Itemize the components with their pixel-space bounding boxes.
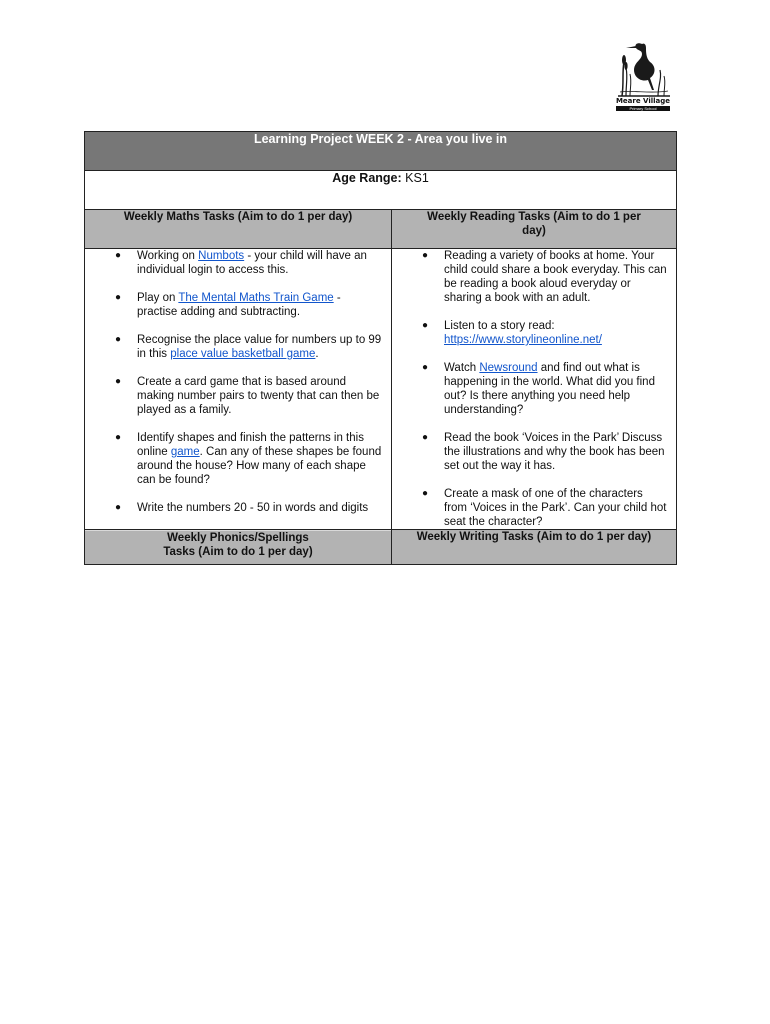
reading-heading: Weekly Reading Tasks (Aim to do 1 per day) — [392, 210, 677, 249]
task-text: and find out what is happening in the world. What did you find out? Is there anything you need help understanding? — [444, 362, 655, 416]
maths-heading: Weekly Maths Tasks (Aim to do 1 per day) — [85, 210, 392, 249]
phonics-heading-line2: Tasks (Aim to do 1 per day) — [163, 546, 313, 558]
bullet-icon: ● — [422, 488, 429, 499]
task-link[interactable]: https://www.storylineonline.net/ — [444, 334, 602, 346]
bullet-icon: ● — [422, 320, 429, 331]
task-text: - practise adding and subtracting. — [137, 292, 341, 318]
bullet-icon: ● — [422, 250, 429, 261]
task-item — [85, 375, 391, 417]
task-text: Working on — [137, 250, 199, 262]
task-link[interactable]: place value basketball game — [170, 348, 316, 360]
task-item — [392, 361, 676, 417]
bullet-icon: ● — [115, 292, 122, 303]
task-item — [392, 487, 676, 529]
bullet-icon: ● — [115, 502, 122, 513]
reading-task-list — [392, 249, 676, 529]
task-text: . — [315, 348, 319, 360]
maths-tasks-cell — [85, 249, 392, 530]
task-link[interactable]: Numbots — [198, 250, 245, 262]
bullet-icon: ● — [115, 432, 122, 443]
task-text: Create a card game that is based around making number pairs to twenty that can then be played as a family. — [137, 376, 380, 416]
task-item — [85, 501, 391, 515]
task-text: Play on — [137, 292, 179, 304]
writing-heading: Weekly Writing Tasks (Aim to do 1 per day) — [392, 530, 677, 565]
task-text: Write the numbers 20 - 50 in words and digits — [137, 502, 369, 514]
reading-tasks-cell — [392, 249, 677, 530]
learning-project-table — [84, 131, 677, 565]
task-item — [392, 249, 676, 305]
bullet-icon: ● — [115, 250, 122, 261]
bullet-icon: ● — [422, 362, 429, 373]
heron-logo-icon — [612, 38, 674, 98]
task-text: Listen to a story read: — [444, 320, 555, 332]
logo-school-subtitle: Primary School — [616, 106, 670, 111]
task-text: . Can any of these shapes be found around the house? How many of each shape can be found? — [137, 446, 382, 486]
task-link[interactable]: Newsround — [479, 362, 538, 374]
task-item — [392, 431, 676, 473]
task-text: Reading a variety of books at home. Your child could share a book everyday. This can be reading a book aloud everyday or sharing a book with an adult. — [444, 250, 667, 304]
task-text: Identify shapes and finish the patterns in this online — [137, 432, 364, 458]
task-item — [85, 291, 391, 319]
task-text: Recognise the place value for numbers up to 99 in this — [137, 334, 382, 360]
age-range-label: Age Range: — [332, 171, 402, 185]
age-range-value: KS1 — [405, 171, 429, 185]
maths-task-list — [85, 249, 391, 515]
logo-school-name: Meare Village — [615, 97, 671, 105]
task-text: Watch — [444, 362, 480, 374]
task-item — [85, 249, 391, 277]
age-range — [85, 171, 677, 210]
task-text: Read the book ‘Voices in the Park’ Discuss the illustrations and why the book has been set out the way it has. — [444, 432, 665, 472]
bullet-icon: ● — [422, 432, 429, 443]
phonics-heading — [85, 530, 392, 565]
task-link[interactable]: game — [170, 446, 200, 458]
task-text: - your child will have an individual login to access this. — [137, 250, 367, 276]
task-text: Create a mask of one of the characters from ‘Voices in the Park’. Can your child hot seat the character? — [444, 488, 667, 528]
task-item — [392, 319, 676, 347]
phonics-heading-line1: Weekly Phonics/Spellings — [167, 532, 309, 544]
task-item — [85, 431, 391, 487]
bullet-icon: ● — [115, 376, 122, 387]
school-logo — [612, 38, 674, 112]
bullet-icon: ● — [115, 334, 122, 345]
project-title: Learning Project WEEK 2 - Area you live in — [85, 132, 677, 171]
task-link[interactable]: The Mental Maths Train Game — [178, 292, 334, 304]
task-item — [85, 333, 391, 361]
